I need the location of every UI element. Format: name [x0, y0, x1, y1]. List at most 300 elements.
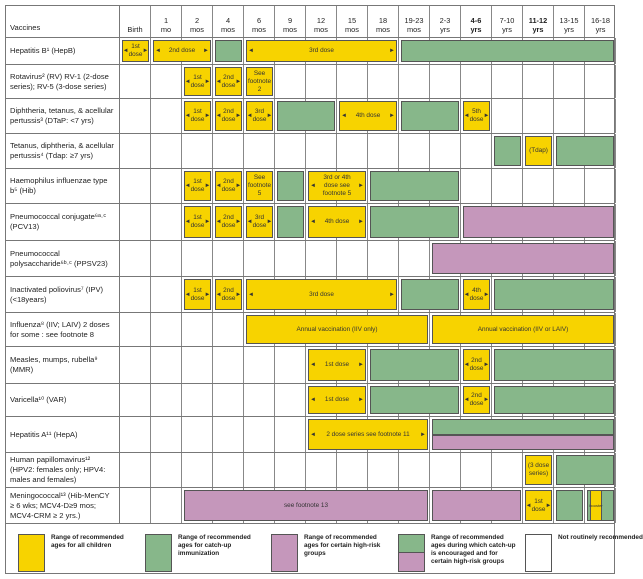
yellow-range-bar	[215, 206, 242, 238]
age-header-bottom: mos	[283, 25, 297, 34]
green-range-bar	[556, 455, 614, 485]
arrow-right-icon: ►	[483, 113, 490, 119]
age-cell	[213, 313, 244, 346]
age-header-bottom: yrs	[564, 25, 574, 34]
age-cell	[492, 65, 523, 98]
green-range-bar	[494, 349, 614, 381]
yellow-range-bar	[246, 315, 428, 344]
arrow-right-icon: ►	[483, 291, 490, 298]
arrow-right-icon: ►	[545, 502, 552, 509]
purple-range-bar	[184, 490, 428, 521]
age-cell	[182, 241, 213, 276]
bar-label: 1st dose	[531, 497, 546, 513]
age-cell	[182, 134, 213, 168]
age-cell	[151, 204, 182, 240]
age-cell	[151, 453, 182, 487]
age-cell	[151, 99, 182, 133]
age-header	[151, 6, 182, 37]
yellow-range-bar	[463, 101, 490, 131]
yellow-range-bar	[184, 101, 211, 131]
vaccine-row	[6, 134, 614, 169]
age-header-top: 19-23	[404, 16, 424, 25]
bar-label: see footnote 13	[283, 501, 329, 509]
arrow-right-icon: ►	[235, 291, 242, 298]
arrow-right-icon: ►	[204, 113, 211, 119]
arrow-left-icon: ◄	[310, 362, 316, 368]
age-header-bottom: yrs	[502, 25, 512, 34]
bar-label: 3rd dose	[252, 108, 267, 123]
age-header	[492, 6, 523, 37]
yellow-range-bar	[215, 171, 242, 201]
age-cell	[182, 384, 213, 416]
arrow-left-icon: ◄	[248, 291, 254, 298]
age-cell	[275, 453, 306, 487]
green-range-bar	[370, 349, 459, 381]
age-cell	[461, 453, 492, 487]
age-cell	[337, 453, 368, 487]
bar-label: See footnote 2	[247, 69, 272, 93]
age-cell	[430, 453, 461, 487]
purple-range-bar	[432, 243, 614, 274]
bar-label: 2nd dose	[221, 178, 236, 193]
age-header	[554, 6, 585, 37]
yellow-range-bar	[308, 419, 428, 450]
legend-swatch-yellow	[18, 534, 45, 572]
vaccine-row	[6, 204, 614, 241]
age-cell	[461, 65, 492, 98]
arrow-left-icon: ◄	[184, 219, 191, 225]
age-cell	[151, 384, 182, 416]
age-header-bottom: Birth	[127, 25, 143, 34]
bar-label: 2nd dose	[221, 214, 236, 229]
green-range-bar	[556, 136, 614, 166]
green-range-bar	[401, 279, 459, 310]
green-range-bar	[432, 419, 614, 435]
bar-label: 4th dose	[355, 112, 381, 119]
age-cell	[275, 384, 306, 416]
yellow-range-bar	[525, 136, 552, 166]
arrow-right-icon: ►	[204, 291, 211, 298]
age-header-bottom: mos	[407, 25, 421, 34]
age-header	[337, 6, 368, 37]
arrow-left-icon: ◄	[184, 183, 191, 189]
age-cell	[151, 313, 182, 346]
bar-label: 4th dose	[469, 286, 484, 302]
vaccine-name: Measles, mumps, rubella⁹ (MMR)	[6, 347, 120, 383]
age-header	[368, 6, 399, 37]
bar-label: 1st dose	[128, 43, 143, 58]
age-header	[523, 6, 554, 37]
yellow-range-bar	[184, 279, 211, 310]
age-cell	[368, 65, 399, 98]
green-range-bar	[401, 101, 459, 131]
age-cell	[120, 384, 151, 416]
yellow-range-bar	[463, 279, 490, 310]
yellow-range-bar	[246, 101, 273, 131]
vaccines-header: Vaccines	[6, 6, 120, 37]
legend-text: Range of recommended ages during which catch-up is encouraged and for certain high-risk groups	[431, 534, 516, 565]
legend-item	[525, 534, 643, 572]
arrow-left-icon: ◄	[215, 78, 222, 85]
age-header-top: 1	[163, 16, 169, 25]
header-row	[6, 6, 614, 38]
yellow-range-bar	[590, 490, 602, 521]
yellow-range-bar	[525, 455, 552, 485]
age-cell	[151, 134, 182, 168]
age-cell	[492, 99, 523, 133]
arrow-right-icon: ►	[204, 78, 211, 85]
age-cell	[585, 65, 616, 98]
age-cell	[120, 134, 151, 168]
age-cell	[120, 417, 151, 452]
bar-label: 1st dose	[190, 108, 205, 123]
arrow-left-icon: ◄	[310, 183, 316, 189]
age-cell	[120, 347, 151, 383]
vaccine-name: Hepatitis A¹¹ (HepA)	[6, 417, 120, 452]
arrow-right-icon: ►	[235, 183, 242, 189]
bar-label: 4th dose	[324, 218, 350, 225]
green-range-bar	[277, 101, 335, 131]
purple-range-bar	[432, 490, 521, 521]
age-cell	[182, 417, 213, 452]
arrow-left-icon: ◄	[215, 219, 222, 225]
age-cell	[554, 65, 585, 98]
age-header	[399, 6, 430, 37]
arrow-right-icon: ►	[142, 48, 149, 54]
yellow-range-bar	[339, 101, 397, 131]
age-header-top: 12	[316, 16, 326, 25]
bar-label: 2 dose series see footnote 11	[326, 430, 410, 438]
yellow-range-bar	[184, 67, 211, 96]
vaccine-row	[6, 99, 614, 134]
age-cell	[151, 488, 182, 523]
age-cell	[213, 384, 244, 416]
age-cell	[151, 347, 182, 383]
age-cell	[120, 313, 151, 346]
bar-label: 1st dose	[324, 396, 350, 403]
arrow-left-icon: ◄	[246, 113, 253, 119]
age-cell	[120, 204, 151, 240]
green-range-bar	[494, 136, 521, 166]
purple-range-bar	[432, 435, 614, 451]
age-cell	[554, 99, 585, 133]
vaccine-row	[6, 384, 614, 417]
age-cell	[337, 65, 368, 98]
arrow-right-icon: ►	[203, 48, 209, 54]
age-cell	[492, 453, 523, 487]
age-cell	[337, 134, 368, 168]
age-header-top: 4	[225, 16, 231, 25]
yellow-range-bar	[153, 40, 211, 62]
bar-label: 1st dose	[190, 178, 205, 193]
age-cell	[151, 169, 182, 203]
yellow-range-bar	[308, 171, 366, 201]
bar-label: (Tdap)	[529, 147, 548, 154]
immunization-schedule-table	[5, 5, 615, 524]
vaccine-name: Pneumococcal polysaccharide⁶ᵇ·ᶜ (PPSV23)	[6, 241, 120, 276]
arrow-right-icon: ►	[420, 431, 426, 438]
age-cell	[120, 169, 151, 203]
vaccine-name: Human papillomavirus¹² (HPV2: females only; HPV4: males and females)	[6, 453, 120, 487]
age-cell	[120, 488, 151, 523]
age-header-bottom: mos	[190, 25, 204, 34]
bar-label: 1st dose	[324, 361, 350, 368]
age-cell	[151, 277, 182, 312]
green-range-bar	[494, 386, 614, 414]
age-header-top: 9	[287, 16, 293, 25]
age-header-top: 16-18	[591, 16, 610, 25]
age-cell	[275, 134, 306, 168]
legend-swatch-split	[398, 534, 425, 572]
bar-label: 2nd dose	[221, 108, 236, 123]
vaccine-row	[6, 65, 614, 99]
age-header-top: 11-12	[528, 16, 548, 25]
age-cell	[399, 241, 430, 276]
age-cell	[523, 169, 554, 203]
age-header-bottom: yrs	[532, 25, 544, 34]
yellow-range-bar	[432, 315, 614, 344]
green-range-bar	[370, 206, 459, 238]
age-cell	[368, 241, 399, 276]
legend-swatch-white	[525, 534, 552, 572]
age-header-top: 7-10	[499, 16, 515, 25]
green-range-bar	[370, 171, 459, 201]
yellow-range-bar	[246, 40, 397, 62]
green-range-bar	[215, 40, 242, 62]
age-cell	[151, 417, 182, 452]
age-cell	[492, 169, 523, 203]
arrow-left-icon: ◄	[248, 48, 254, 54]
vaccine-row	[6, 313, 614, 347]
age-header-bottom: mos	[314, 25, 328, 34]
legend-swatch-purple	[271, 534, 298, 572]
age-header-bottom: mo	[160, 25, 172, 34]
age-header	[306, 6, 337, 37]
age-cell	[306, 453, 337, 487]
yellow-range-bar	[215, 101, 242, 131]
bar-label: 2nd dose	[168, 47, 196, 54]
arrow-right-icon: ►	[483, 362, 490, 368]
vaccine-row	[6, 453, 614, 488]
age-header-bottom: mos	[345, 25, 359, 34]
yellow-range-bar	[215, 67, 242, 96]
green-range-bar	[277, 171, 304, 201]
arrow-left-icon: ◄	[184, 291, 191, 298]
vaccine-name: Hepatitis B¹ (HepB)	[6, 38, 120, 64]
bar-label: 1st dose	[190, 214, 205, 229]
vaccine-name: Diphtheria, tetanus, & acellular pertussis³ (DTaP: <7 yrs)	[6, 99, 120, 133]
legend-item	[271, 534, 389, 572]
legend-text: Range of recommended ages for catch-up immunization	[178, 534, 251, 557]
age-cell	[585, 99, 616, 133]
age-cell	[244, 241, 275, 276]
age-cell	[275, 65, 306, 98]
bar-label: 2nd dose	[221, 286, 236, 302]
arrow-left-icon: ◄	[215, 291, 222, 298]
age-header-bottom: yrs	[440, 25, 450, 34]
legend-text: Not routinely recommended	[558, 534, 643, 541]
yellow-range-bar	[463, 386, 490, 414]
green-range-bar	[556, 490, 583, 521]
age-cell	[306, 134, 337, 168]
age-header-top: 18	[378, 16, 388, 25]
legend-item	[145, 534, 263, 572]
vaccine-row	[6, 417, 614, 453]
yellow-range-bar	[246, 67, 273, 96]
arrow-right-icon: ►	[358, 183, 364, 189]
age-cell	[182, 453, 213, 487]
bar-label: 3rd or 4th dose see footnote 5	[322, 174, 352, 197]
arrow-left-icon: ◄	[525, 502, 532, 509]
age-cell	[368, 453, 399, 487]
yellow-range-bar	[122, 40, 149, 62]
age-header	[120, 6, 151, 37]
age-cell	[213, 241, 244, 276]
arrow-left-icon: ◄	[215, 183, 222, 189]
bar-label: 5th dose	[469, 108, 484, 123]
green-range-bar	[494, 279, 614, 310]
vaccine-row	[6, 488, 614, 523]
arrow-left-icon: ◄	[463, 113, 470, 119]
arrow-left-icon: ◄	[215, 113, 222, 119]
age-cell	[120, 453, 151, 487]
arrow-right-icon: ►	[389, 291, 395, 298]
age-cell	[213, 134, 244, 168]
arrow-right-icon: ►	[235, 78, 242, 85]
age-cell	[523, 99, 554, 133]
green-range-bar	[370, 386, 459, 414]
purple-range-bar	[463, 206, 614, 238]
arrow-left-icon: ◄	[184, 113, 191, 119]
arrow-left-icon: ◄	[463, 397, 470, 403]
yellow-range-bar	[246, 171, 273, 201]
age-cell	[120, 99, 151, 133]
arrow-right-icon: ►	[483, 397, 490, 403]
yellow-range-bar	[308, 349, 366, 381]
age-header	[244, 6, 275, 37]
vaccine-name: Influenza⁸ (IIV; LAIV) 2 doses for some : see footnote 8	[6, 313, 120, 346]
yellow-range-bar	[308, 206, 366, 238]
age-cell	[554, 169, 585, 203]
legend-text: Range of recommended ages for all children	[51, 534, 124, 549]
age-cell	[275, 241, 306, 276]
arrow-left-icon: ◄	[310, 219, 316, 225]
green-range-bar	[277, 206, 304, 238]
vaccine-row	[6, 169, 614, 204]
bar-label: (3 dose series)	[527, 462, 550, 477]
vaccine-name: Haemophilus influenzae type b⁵ (Hib)	[6, 169, 120, 203]
yellow-range-bar	[184, 171, 211, 201]
age-cell	[120, 277, 151, 312]
age-cell	[213, 417, 244, 452]
vaccine-name: Rotavirus² (RV) RV-1 (2-dose series); RV-5 (3-dose series)	[6, 65, 120, 98]
age-cell	[244, 347, 275, 383]
age-header-bottom: mos	[221, 25, 235, 34]
green-range-bar	[401, 40, 614, 62]
age-cell	[120, 241, 151, 276]
age-header-bottom: yrs	[470, 25, 482, 34]
bar-label: 3rd dose	[309, 47, 334, 54]
arrow-left-icon: ◄	[122, 48, 129, 54]
vaccine-name: Tetanus, diphtheria, & acellular pertussis⁴ (Tdap: ≥7 yrs)	[6, 134, 120, 168]
age-header	[213, 6, 244, 37]
arrow-right-icon: ►	[235, 219, 242, 225]
yellow-range-bar	[308, 386, 366, 414]
vaccine-row	[6, 277, 614, 313]
bar-label: 3rd dose	[309, 290, 334, 298]
bar-label: Annual vaccination (IIV only)	[296, 325, 378, 333]
yellow-range-bar	[184, 206, 211, 238]
age-cell	[182, 313, 213, 346]
bar-label: 2nd dose	[469, 357, 484, 372]
yellow-range-bar	[246, 279, 397, 310]
age-header-top: 2	[194, 16, 200, 25]
age-cell	[399, 453, 430, 487]
age-header	[585, 6, 616, 37]
vaccine-row	[6, 241, 614, 277]
arrow-left-icon: ◄	[155, 48, 161, 54]
arrow-right-icon: ►	[389, 113, 395, 119]
age-header-bottom: mos	[252, 25, 266, 34]
yellow-range-bar	[215, 279, 242, 310]
vaccine-row	[6, 347, 614, 384]
age-cell	[151, 241, 182, 276]
age-header-top: 13-15	[559, 16, 579, 25]
age-cell	[306, 241, 337, 276]
vaccine-name: Varicella¹⁰ (VAR)	[6, 384, 120, 416]
bar-label: See footnote 5	[247, 174, 272, 197]
age-header	[430, 6, 461, 37]
age-header-bottom: yrs	[595, 25, 606, 34]
age-cell	[523, 65, 554, 98]
age-cell	[213, 347, 244, 383]
age-header	[182, 6, 213, 37]
arrow-left-icon: ◄	[341, 113, 347, 119]
bar-label: 1st dose	[190, 286, 205, 302]
age-cell	[120, 65, 151, 98]
arrow-right-icon: ►	[204, 219, 211, 225]
age-header-top: 4-6	[470, 16, 482, 25]
arrow-right-icon: ►	[358, 219, 364, 225]
age-cell	[244, 417, 275, 452]
age-cell	[213, 453, 244, 487]
age-cell	[399, 134, 430, 168]
arrow-right-icon: ►	[266, 113, 273, 119]
bar-label: 3rd dose	[252, 214, 267, 229]
vaccine-name: Meningococcal¹³ (Hib-MenCY ≥ 6 wks; MCV4-D≥9 mos; MCV4-CRM ≥ 2 yrs.)	[6, 488, 120, 523]
age-header	[461, 6, 492, 37]
yellow-range-bar	[246, 206, 273, 238]
arrow-left-icon: ◄	[310, 431, 316, 438]
age-header-top: 15	[347, 16, 357, 25]
arrow-right-icon: ►	[389, 48, 395, 54]
arrow-right-icon: ►	[204, 183, 211, 189]
age-header-bottom: mos	[376, 25, 390, 34]
age-cell	[461, 134, 492, 168]
bar-label: 1st dose	[190, 73, 205, 89]
vaccine-name: Inactivated poliovirus⁷ (IPV) (<18years)	[6, 277, 120, 312]
legend-text: Range of recommended ages for certain high-risk groups	[304, 534, 381, 557]
vaccine-row	[6, 38, 614, 65]
arrow-right-icon: ►	[358, 397, 364, 403]
age-cell	[151, 65, 182, 98]
legend-item	[18, 534, 136, 572]
arrow-right-icon: ►	[235, 113, 242, 119]
arrow-right-icon: ►	[358, 362, 364, 368]
age-cell	[182, 347, 213, 383]
age-cell	[368, 134, 399, 168]
age-cell	[275, 347, 306, 383]
